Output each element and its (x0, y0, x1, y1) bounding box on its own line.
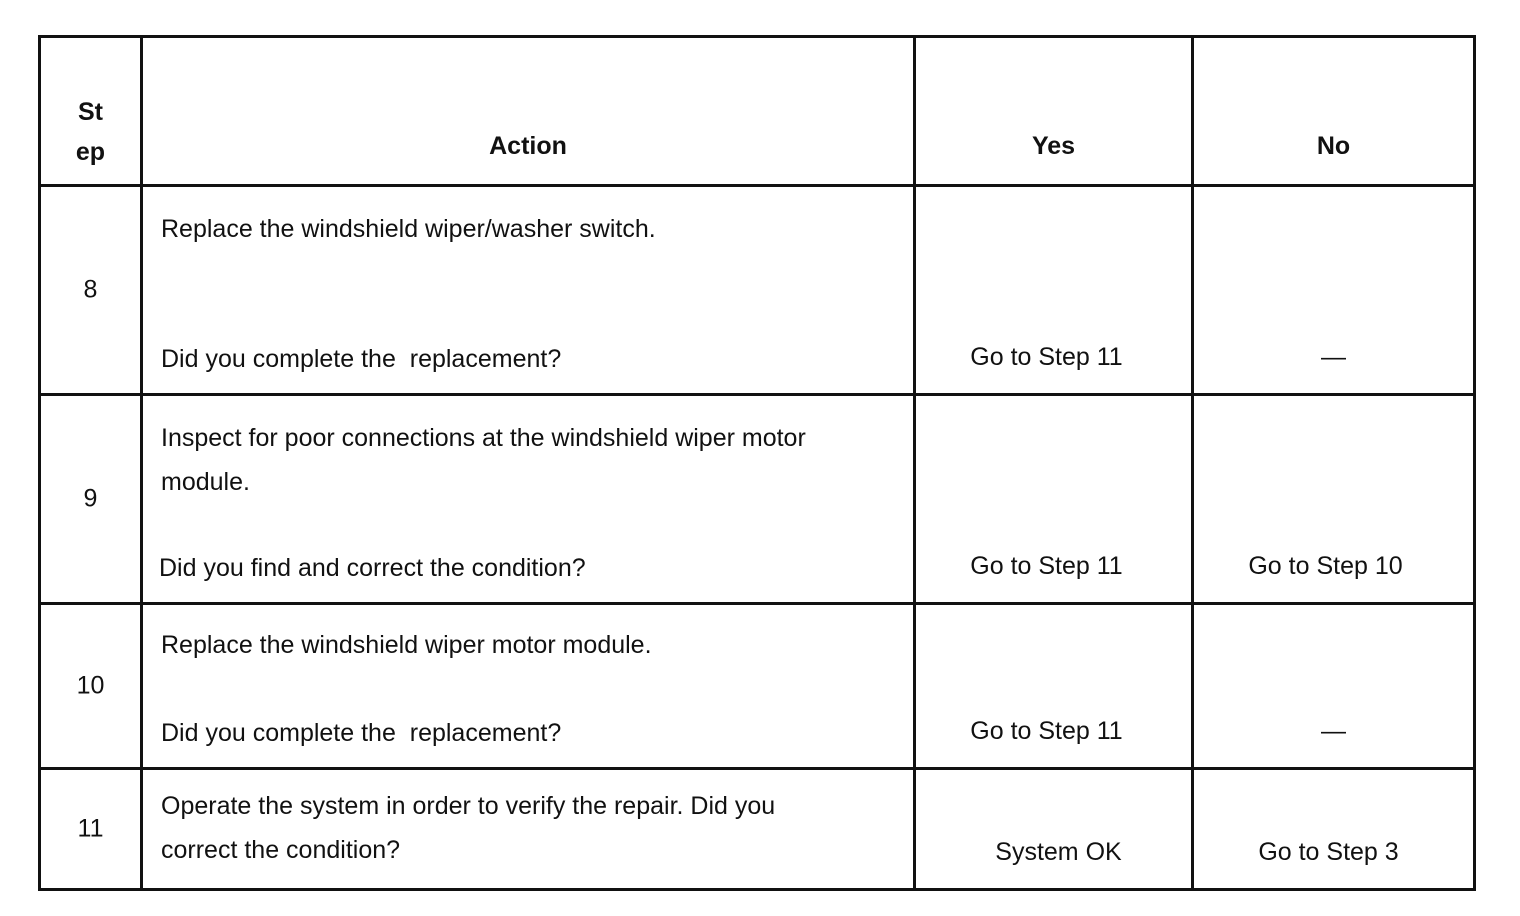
header-action (142, 37, 915, 186)
action-question: Did you complete the replacement? (161, 345, 562, 373)
header-step (40, 37, 142, 186)
yes-cell (915, 186, 1193, 395)
step-cell (40, 395, 142, 604)
action-text: Replace the windshield wiper motor module. (161, 631, 652, 659)
diagnostic-table-container (38, 35, 1473, 883)
action-text: Operate the system in order to verify the repair. Did you correct the condition? (161, 792, 776, 864)
step-number: 11 (77, 814, 104, 843)
diagnostic-table (38, 35, 1476, 891)
header-action-label: Action (489, 132, 567, 160)
table-header-row (40, 37, 1475, 186)
yes-outcome: System OK (995, 838, 1122, 866)
step-number: 10 (76, 671, 105, 700)
no-cell (1193, 604, 1475, 769)
header-no (1193, 37, 1475, 186)
action-cell (142, 604, 915, 769)
no-outcome: — (1321, 343, 1346, 371)
step-number: 8 (83, 275, 98, 304)
no-outcome: Go to Step 3 (1258, 838, 1399, 866)
yes-outcome: Go to Step 11 (970, 717, 1123, 745)
no-cell (1193, 395, 1475, 604)
no-outcome: Go to Step 10 (1248, 552, 1403, 580)
header-step-label: St ep (75, 98, 106, 166)
table-row (40, 186, 1475, 395)
yes-cell (915, 769, 1193, 890)
table-row (40, 769, 1475, 890)
action-question: Did you complete the replacement? (161, 719, 562, 747)
table-row (40, 604, 1475, 769)
action-text: Inspect for poor connections at the windshield wiper motor module. (161, 424, 806, 496)
header-yes (915, 37, 1193, 186)
yes-outcome: Go to Step 11 (970, 343, 1123, 371)
step-cell (40, 604, 142, 769)
yes-cell (915, 604, 1193, 769)
no-cell (1193, 186, 1475, 395)
no-cell (1193, 769, 1475, 890)
step-number: 9 (83, 484, 98, 513)
table-row (40, 395, 1475, 604)
header-yes-label: Yes (1031, 132, 1076, 160)
action-cell (142, 769, 915, 890)
action-question: Did you find and correct the condition? (159, 554, 586, 582)
action-cell (142, 186, 915, 395)
header-no-label: No (1316, 132, 1351, 160)
step-cell (40, 769, 142, 890)
step-cell (40, 186, 142, 395)
action-cell (142, 395, 915, 604)
yes-cell (915, 395, 1193, 604)
action-text: Replace the windshield wiper/washer switch. (161, 215, 656, 243)
no-outcome: — (1321, 717, 1346, 745)
yes-outcome: Go to Step 11 (970, 552, 1123, 580)
